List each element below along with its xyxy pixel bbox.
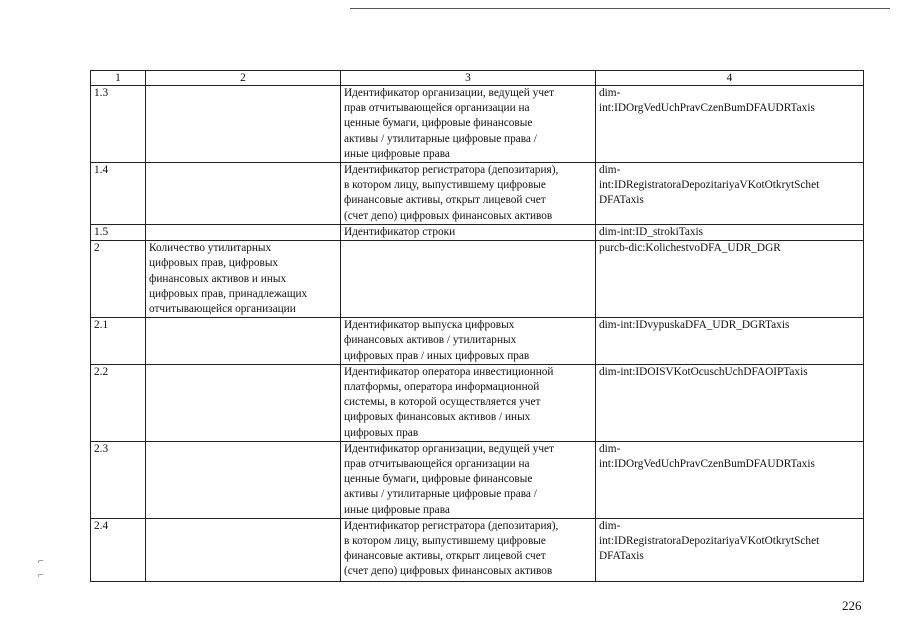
taxonomy-element-cell: [596, 518, 864, 581]
column-header-1: 1: [91, 71, 146, 86]
cell-text-line: (счет депо) цифровых финансовых активов: [344, 565, 553, 578]
cell-text-line: DFATaxis: [599, 194, 644, 207]
table-row: [91, 518, 864, 581]
cell-text-line: в котором лицу, выпустившему цифровые: [344, 179, 546, 192]
dimension-description-cell: [341, 518, 596, 581]
cell-text-line: активы / утилитарные цифровые права /: [344, 488, 537, 501]
cell-text-line: Идентификатор организации, ведущей учет: [344, 87, 554, 99]
taxonomy-element-cell: [596, 163, 864, 225]
cell-text-line: иные цифровые права: [344, 147, 450, 160]
dimension-description-cell: [341, 225, 596, 241]
cell-text-line: отчитывающейся организации: [149, 303, 296, 316]
row-number: 2.4: [91, 518, 146, 581]
cell-text-line: платформы, оператора информационной: [344, 381, 540, 394]
cell-text-line: цифровых прав, цифровых: [149, 257, 279, 270]
cell-text-line: ценные бумаги, цифровые финансовые: [344, 117, 533, 130]
taxonomy-element-cell: [596, 86, 864, 163]
row-number: 1.3: [91, 86, 146, 163]
cell-text-line: int:IDRegistratoraDepozitariyaVKotOtkrytSchet: [599, 535, 820, 548]
cell-text-line: dim-: [599, 87, 621, 99]
indicator-name-cell: [146, 518, 341, 581]
dimension-description-cell: [341, 163, 596, 225]
row-number: 2.3: [91, 441, 146, 518]
column-header-2: 2: [146, 71, 341, 86]
header-rule: [350, 8, 890, 9]
table-row: [91, 86, 864, 163]
dimension-description-cell: [341, 241, 596, 318]
cell-text-line: в котором лицу, выпустившему цифровые: [344, 535, 546, 548]
cell-text-line: цифровых прав / иных цифровых прав: [344, 349, 530, 362]
table-header-row: [91, 71, 864, 86]
taxonomy-element-cell: [596, 318, 864, 365]
cell-text-line: цифровых финансовых активов / иных: [344, 411, 531, 424]
dimension-description-cell: [341, 364, 596, 441]
indicator-name-cell: [146, 86, 341, 163]
cell-text-line: Идентификатор выпуска цифровых: [344, 319, 515, 332]
dimension-description-cell: [341, 441, 596, 518]
taxonomy-element-cell: [596, 441, 864, 518]
column-header-3: 3: [341, 71, 596, 86]
table-row: [91, 241, 864, 318]
cell-text-line: dim-int:IDOISVKotOcuschUchDFAOIPTaxis: [599, 365, 808, 378]
cell-text-line: int:IDRegistratoraDepozitariyaVKotOtkrytSchet: [599, 179, 820, 192]
cell-text-line: Количество утилитарных: [149, 242, 272, 255]
cell-text-line: purcb-dic:KolichestvoDFA_UDR_DGR: [599, 242, 781, 255]
indicator-name-cell: [146, 241, 341, 318]
cell-text-line: dim-int:ID_strokiTaxis: [599, 226, 704, 239]
indicator-name-cell: [146, 318, 341, 365]
page-number: 226: [842, 598, 862, 613]
cell-text-line: dim-: [599, 164, 621, 177]
cell-text-line: Идентификатор регистратора (депозитария),: [344, 164, 559, 177]
cell-text-line: финансовых активов / утилитарных: [344, 334, 517, 347]
table-row: [91, 318, 864, 365]
cell-text-line: int:IDOrgVedUchPravCzenBumDFAUDRTaxis: [599, 458, 815, 471]
table-row: [91, 441, 864, 518]
cell-text-line: иные цифровые права: [344, 503, 450, 516]
table-row: [91, 225, 864, 241]
table-row: [91, 163, 864, 225]
cell-text-line: активы / утилитарные цифровые права /: [344, 132, 537, 145]
table-row: [91, 364, 864, 441]
cell-text-line: int:IDOrgVedUchPravCzenBumDFAUDRTaxis: [599, 102, 815, 115]
taxonomy-element-cell: [596, 241, 864, 318]
indicator-name-cell: [146, 225, 341, 241]
cell-text-line: цифровых прав, принадлежащих: [149, 287, 308, 300]
cell-text-line: Идентификатор строки: [344, 226, 456, 239]
cell-text-line: Идентификатор организации, ведущей учет: [344, 442, 554, 455]
margin-scan-mark: ⌐: [38, 556, 44, 567]
taxonomy-element-cell: [596, 364, 864, 441]
cell-text-line: dim-: [599, 519, 621, 532]
dimension-description-cell: [341, 86, 596, 163]
row-number: 2.2: [91, 364, 146, 441]
cell-text-line: (счет депо) цифровых финансовых активов: [344, 209, 553, 222]
taxonomy-table: [90, 70, 864, 582]
indicator-name-cell: [146, 364, 341, 441]
row-number: 2.1: [91, 318, 146, 365]
cell-text-line: финансовых активов и иных: [149, 272, 287, 285]
indicator-name-cell: [146, 441, 341, 518]
dimension-description-cell: [341, 318, 596, 365]
cell-text-line: ценные бумаги, цифровые финансовые: [344, 473, 533, 486]
cell-text-line: DFATaxis: [599, 550, 644, 563]
cell-text-line: цифровых прав: [344, 426, 419, 439]
row-number: 2: [91, 241, 146, 318]
cell-text-line: Идентификатор регистратора (депозитария),: [344, 519, 559, 532]
cell-text-line: Идентификатор оператора инвестиционной: [344, 365, 554, 378]
column-header-4: 4: [596, 71, 864, 86]
cell-text-line: финансовые активы, открыт лицевой счет: [344, 194, 546, 207]
row-number: 1.4: [91, 163, 146, 225]
taxonomy-element-cell: [596, 225, 864, 241]
cell-text-line: финансовые активы, открыт лицевой счет: [344, 550, 546, 563]
cell-text-line: системы, в которой осуществляется учет: [344, 396, 541, 409]
cell-text-line: dim-: [599, 442, 621, 455]
cell-text-line: dim-int:IDvypuskaDFA_UDR_DGRTaxis: [599, 319, 790, 332]
row-number: 1.5: [91, 225, 146, 241]
indicator-name-cell: [146, 163, 341, 225]
cell-text-line: прав отчитывающейся организации на: [344, 102, 530, 115]
cell-text-line: прав отчитывающейся организации на: [344, 458, 530, 471]
margin-scan-mark: ⌐: [38, 570, 44, 581]
